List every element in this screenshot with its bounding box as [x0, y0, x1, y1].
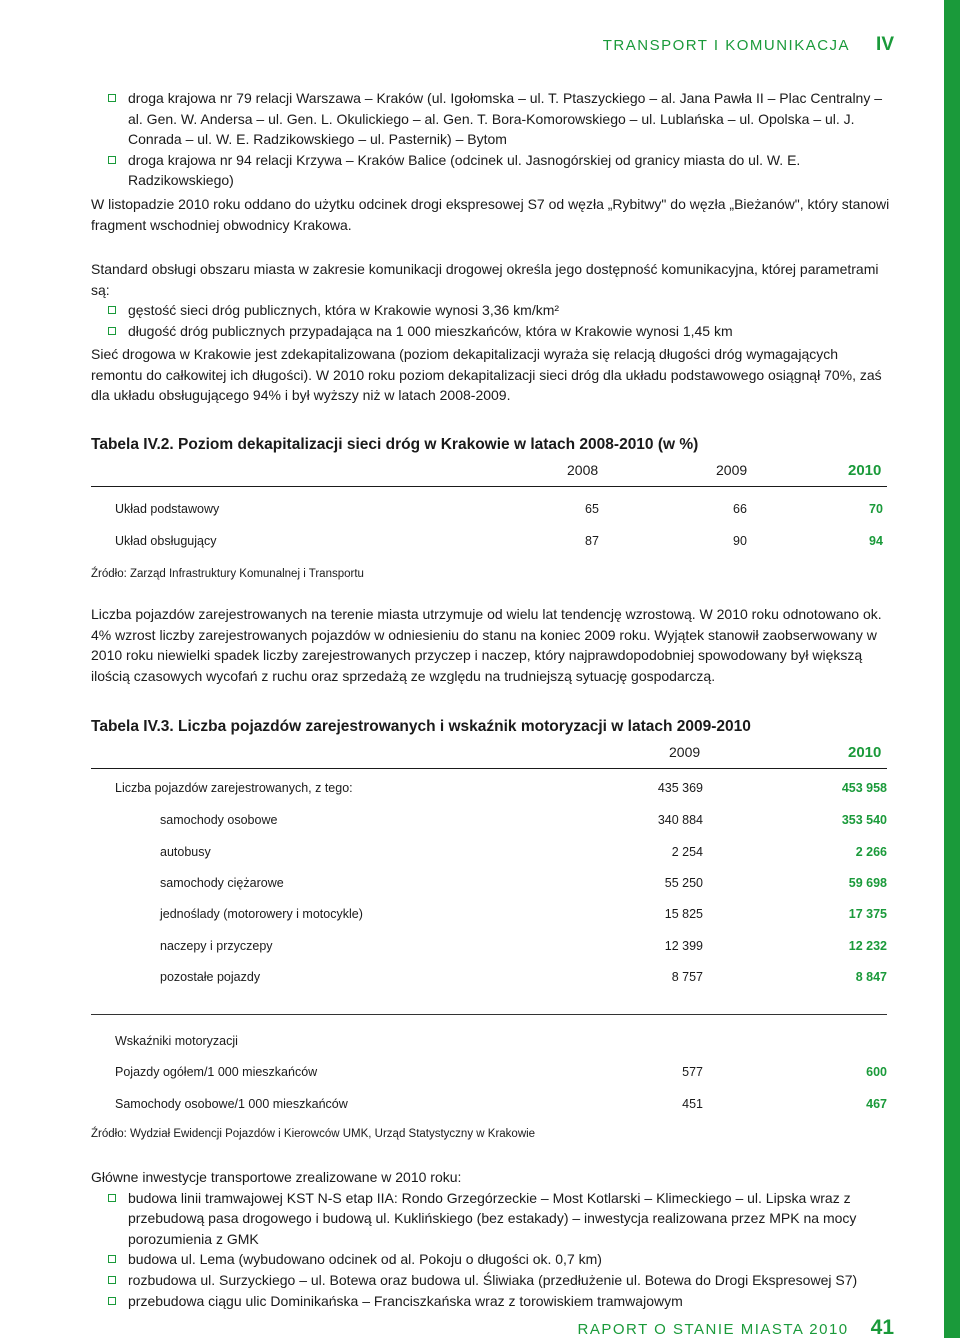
list-item: droga krajowa nr 79 relacji Warszawa – Kraków (ul. Igołomska – ul. T. Ptaszyckiego – al. Jana Pawła II – Plac Centralny – al. Gen. W. Andersa – ul. Gen. L. Okulickiego – al. Gen. T. Bora-Komorowskiego – ul. Lublańska – ul. Opolska – ul. J. Conrada – ul. W. E. Radzikowskiego – ul. Pasternik) – Bytom — [91, 88, 893, 150]
table-row: Układ obsługujący 87 90 94 — [115, 534, 883, 548]
road-list — [91, 88, 893, 191]
list-item: rozbudowa ul. Surzyckiego – ul. Botewa oraz budowa ul. Śliwiaka (przedłużenie ul. Botewa do Drogi Ekspresowej S7) — [91, 1270, 893, 1291]
table3-divider — [91, 1003, 887, 1015]
table3 — [91, 744, 887, 1140]
col-2010: 2010 — [848, 462, 882, 479]
table2-title: Tabela IV.2. Poziom dekapitalizacji sieci dróg w Krakowie w latach 2008-2010 (w %) — [91, 436, 699, 453]
col-2009: 2009 — [669, 744, 701, 760]
bullet-square-icon — [108, 327, 116, 335]
table-row: pozostałe pojazdy 8 757 8 847 — [160, 970, 887, 984]
green-side-bar — [944, 0, 960, 1338]
table-row: samochody osobowe 340 884 353 540 — [160, 813, 887, 827]
paragraph-decapitalization: Sieć drogowa w Krakowie jest zdekapitalizowana (poziom dekapitalizacji wyraża się relacją długości dróg wymagających remontu do całkowitej ich długości). W 2010 roku poziom dekapitalizacji sieci dróg dla układu podstawowego osiągnął 70%, zaś dla układu obsługującego 94% i był wyższy niż w latach 2008-2009. — [91, 346, 882, 404]
table-row: Liczba pojazdów zarejestrowanych, z tego: 435 369 453 958 — [115, 781, 887, 795]
bullet-square-icon — [108, 1255, 116, 1263]
table-row: autobusy 2 254 2 266 — [160, 845, 887, 859]
table2-header — [91, 462, 887, 487]
table3-subheader: Wskaźniki motoryzacji — [115, 1034, 238, 1048]
investments-section: Główne inwestycje transportowe zrealizowane w 2010 roku: budowa linii tramwajowej KST N-S etap IIA: Rondo Grzegórzeckie – Most Kotlarski – Klimeckiego – ul. Lipska wraz z przebudową pasa drogowego i budową ul. Kuklińskiego (bez estakady) – inwestycja realizowana przez MPK na mocy porozumienia z GMK budowa ul. Lema (wybudowano odcinek od al. Pokoju o długości ok. 0,7 km) rozbudowa ul. Surzyckiego – ul. Botewa oraz budowa ul. Śliwiaka (przedłużenie ul. Botewa do Drogi Ekspresowej S7) przebudowa ciągu ulic Dominikańska – Franciszkańska wraz z torowiskiem tramwajowym — [91, 1167, 893, 1311]
top-section — [91, 88, 893, 191]
page-header — [603, 34, 894, 56]
bullet-square-icon — [108, 1297, 116, 1305]
parameter-list — [91, 300, 893, 341]
col-2008: 2008 — [567, 462, 599, 478]
table-row: samochody ciężarowe 55 250 59 698 — [160, 876, 887, 890]
bullet-square-icon — [108, 1194, 116, 1202]
page-number: 41 — [870, 1316, 894, 1339]
table-row: jednoślady (motorowery i motocykle) 15 825 17 375 — [160, 907, 887, 921]
table2-source: Źródło: Zarząd Infrastruktury Komunalnej i Transportu — [91, 568, 364, 580]
table3-title: Tabela IV.3. Liczba pojazdów zarejestrowanych i wskaźnik motoryzacji w latach 2009-2010 — [91, 718, 751, 735]
paragraph-vehicles: Liczba pojazdów zarejestrowanych na terenie miasta utrzymuje od wielu lat tendencję wzrostową. W 2010 roku odnotowano ok. 4% wzrost liczby zarejestrowanych pojazdów w odniesieniu do stanu na koniec 2009 roku. Wyjątek stanowił zaobserwowany w 2010 roku niewielki spadek liczby zarejestrowanych przyczep i naczep, który najprawdopodobniej spowodowany był większą ilością czasowych wycofań z ruchu oraz sprzedażą ze względu na trudniejszą sytuację gospodarczą. — [91, 606, 882, 684]
table-row: naczepy i przyczepy 12 399 12 232 — [160, 939, 887, 953]
paragraph-standard: Standard obsługi obszaru miasta w zakresie komunikacji drogowej określa jego dostępność komunikacyjna, której parametrami są: gęstość sieci dróg publicznych, która w Krakowie wynosi 3,36 km/km² długość dróg publicznych przypadająca na 1 000 mieszkańców, która w Krakowie wynosi 1,45 km — [91, 259, 893, 341]
table2 — [91, 462, 887, 580]
table-row: Pojazdy ogółem/1 000 mieszkańców 577 600 — [115, 1065, 887, 1079]
list-item: budowa ul. Lema (wybudowano odcinek od al. Pokoju o długości ok. 0,7 km) — [91, 1249, 893, 1270]
table-row: Samochody osobowe/1 000 mieszkańców 451 467 — [115, 1097, 887, 1111]
bullet-square-icon — [108, 156, 116, 164]
bullet-square-icon — [108, 94, 116, 102]
table3-header — [91, 744, 887, 769]
chapter-number: IV — [876, 34, 894, 55]
table-row: Układ podstawowy 65 66 70 — [115, 502, 883, 516]
list-item: gęstość sieci dróg publicznych, która w Krakowie wynosi 3,36 km/km² — [91, 300, 893, 321]
paragraph-s7: W listopadzie 2010 roku oddano do użytku odcinek drogi ekspresowej S7 od węzła „Rybitwy" do węzła „Bieżanów", który stanowi fragment wschodniej obwodnicy Krakowa. — [91, 196, 890, 233]
bullet-square-icon — [108, 1276, 116, 1284]
bullet-square-icon — [108, 306, 116, 314]
table3-source: Źródło: Wydział Ewidencji Pojazdów i Kierowców UMK, Urząd Statystyczny w Krakowie — [91, 1128, 536, 1140]
investments-list — [91, 1188, 893, 1312]
list-item: przebudowa ciągu ulic Dominikańska – Franciszkańska wraz z torowiskiem tramwajowym — [91, 1291, 893, 1312]
section-title: TRANSPORT I KOMUNIKACJA — [602, 37, 851, 54]
col-2009: 2009 — [716, 462, 748, 478]
col-2010: 2010 — [848, 744, 882, 761]
list-item: droga krajowa nr 94 relacji Krzywa – Kraków Balice (odcinek ul. Jasnogórskiej od granicy miasta do ul. W. E. Radzikowskiego) — [91, 150, 893, 191]
list-item: długość dróg publicznych przypadająca na 1 000 mieszkańców, która w Krakowie wynosi 1,45 km — [91, 321, 893, 342]
report-title: RAPORT O STANIE MIASTA 2010 — [577, 1321, 849, 1338]
page-footer — [578, 1316, 895, 1340]
list-item: budowa linii tramwajowej KST N-S etap IIA: Rondo Grzegórzeckie – Most Kotlarski – Klimeckiego – ul. Lipska wraz z przebudową pasa drogowego i budową ul. Kuklińskiego (bez estakady) – inwestycja realizowana przez MPK na mocy porozumienia z GMK — [91, 1188, 893, 1250]
